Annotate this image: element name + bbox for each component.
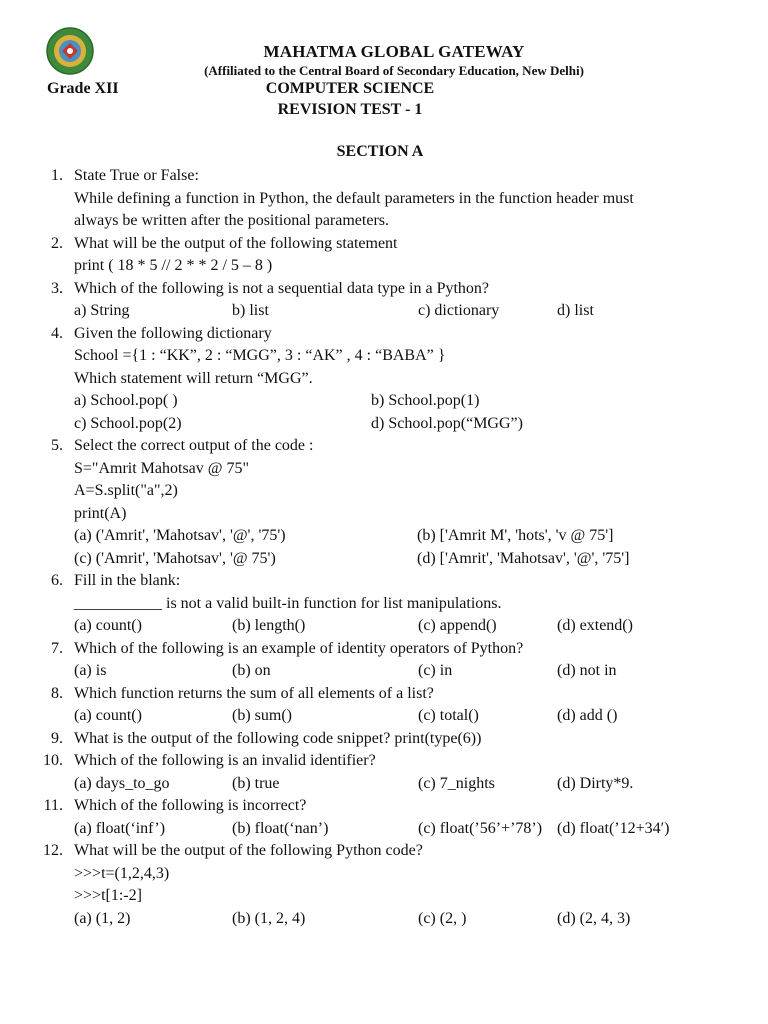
question-item (0, 683, 768, 728)
answer-option: (a) float(‘inf’) (74, 819, 166, 837)
question-number: 10. (43, 752, 63, 769)
question-item (0, 233, 768, 278)
question-text-line (0, 885, 768, 908)
question-text (0, 435, 768, 458)
section-title: SECTION A (336, 143, 424, 160)
question-line: Fill in the blank: (74, 572, 181, 589)
question-line: Which function returns the sum of all elements of a list? (74, 684, 434, 702)
question-item (0, 165, 768, 233)
question-item (0, 570, 768, 638)
question-text (0, 323, 768, 346)
answer-option: a) String (74, 302, 130, 319)
options-row (0, 300, 768, 323)
answer-option: (b) length() (232, 617, 306, 634)
question-item (0, 840, 768, 930)
question-line: A=S.split("a",2) (74, 482, 178, 499)
answer-option: (c) 7_nights (418, 774, 495, 792)
question-number: 5. (51, 437, 63, 454)
options-row (0, 413, 768, 436)
question-line: always be written after the positional parameters. (74, 212, 389, 229)
question-number: 9. (51, 729, 63, 747)
question-number: 12. (43, 842, 63, 859)
test-title: REVISION TEST - 1 (277, 101, 423, 118)
question-line: State True or False: (74, 167, 199, 184)
question-item (0, 278, 768, 323)
options-row (0, 818, 768, 841)
question-line: >>>t[1:-2] (74, 887, 142, 904)
answer-option: (a) days_to_go (74, 774, 170, 792)
answer-option: (a) is (74, 662, 107, 679)
options-row (0, 548, 768, 571)
question-line: Which of the following is an invalid identifier? (74, 752, 376, 769)
question-item (0, 795, 768, 840)
question-line: S="Amrit Mahotsav @ 75" (74, 459, 250, 477)
answer-option: (c) in (418, 662, 453, 679)
question-text (0, 278, 768, 301)
question-number: 7. (51, 639, 63, 657)
answer-option: (c) (2, ) (418, 909, 467, 927)
answer-option: (b) (1, 2, 4) (232, 909, 306, 927)
question-line: print ( 18 * 5 // 2 * * 2 / 5 – 8 ) (74, 257, 273, 274)
options-row (0, 525, 768, 548)
question-item (0, 750, 768, 795)
school-name: MAHATMA GLOBAL GATEWAY (263, 42, 525, 61)
answer-option: (b) sum() (232, 707, 292, 724)
question-text-line (0, 255, 768, 278)
question-text (0, 570, 768, 593)
answer-option: (b) on (232, 662, 271, 679)
answer-option: (c) total() (418, 707, 479, 724)
options-row (0, 705, 768, 728)
question-line: What is the output of the following code snippet? print(type(6)) (74, 729, 482, 747)
question-number: 11. (43, 797, 63, 814)
question-line: >>>t=(1,2,4,3) (74, 864, 170, 882)
question-number: 1. (51, 167, 63, 184)
question-line: Which of the following is incorrect? (74, 797, 307, 814)
answer-option: (d) Dirty*9. (557, 774, 634, 792)
grade-label: Grade XII (47, 80, 119, 97)
question-line: Which of the following is not a sequential data type in a Python? (74, 279, 490, 297)
answer-option: (d) extend() (557, 617, 633, 634)
question-text-line (0, 188, 768, 211)
question-text (0, 683, 768, 706)
options-row (0, 908, 768, 931)
answer-option: (c) ('Amrit', 'Mahotsav', '@ 75') (74, 549, 276, 567)
question-line: School ={1 : “KK”, 2 : “MGG”, 3 : “AK” , 4 : “BABA” } (74, 347, 446, 364)
answer-option: c) School.pop(2) (74, 414, 182, 432)
answer-option: (a) (1, 2) (74, 909, 131, 927)
question-text (0, 233, 768, 256)
answer-option: d) list (557, 302, 594, 319)
answer-option: (b) float(‘nan’) (232, 819, 329, 837)
answer-option: a) School.pop( ) (74, 392, 178, 409)
answer-option: (d) add () (557, 707, 618, 724)
options-row (0, 615, 768, 638)
options-row (0, 390, 768, 413)
question-number: 2. (51, 234, 63, 252)
answer-option: (c) append() (418, 617, 497, 634)
question-line: What will be the output of the following statement (74, 234, 398, 252)
question-line: Select the correct output of the code : (74, 437, 314, 454)
question-text-line (0, 863, 768, 886)
answer-option: (a) count() (74, 617, 142, 634)
question-text (0, 165, 768, 188)
affiliation-line: (Affiliated to the Central Board of Secondary Education, New Delhi) (204, 63, 584, 78)
question-text-line (0, 368, 768, 391)
answer-option: b) list (232, 302, 269, 319)
question-line: ___________ is not a valid built-in function for list manipulations. (74, 594, 502, 612)
subject-title: COMPUTER SCIENCE (265, 80, 435, 97)
answer-option: c) dictionary (418, 302, 500, 319)
answer-option: (d) not in (557, 662, 617, 679)
answer-option: (a) ('Amrit', 'Mahotsav', '@', '75') (74, 527, 286, 544)
question-item (0, 435, 768, 570)
options-row (0, 773, 768, 796)
question-line: print(A) (74, 504, 127, 522)
answer-option: (d) ['Amrit', 'Mahotsav', '@', '75'] (417, 549, 630, 567)
answer-option: (b) ['Amrit M', 'hots', 'v @ 75'] (417, 527, 614, 544)
question-number: 8. (51, 684, 63, 702)
question-number: 6. (51, 572, 63, 589)
question-text-line (0, 210, 768, 233)
question-number: 4. (51, 324, 63, 342)
question-text-line (0, 458, 768, 481)
question-text-line (0, 345, 768, 368)
question-text (0, 840, 768, 863)
question-text (0, 728, 768, 751)
question-line: What will be the output of the following Python code? (74, 842, 423, 859)
answer-option: b) School.pop(1) (371, 392, 480, 409)
question-item (0, 323, 768, 436)
question-text-line (0, 593, 768, 616)
options-row (0, 660, 768, 683)
question-text (0, 750, 768, 773)
answer-option: (d) (2, 4, 3) (557, 909, 631, 927)
question-text-line (0, 503, 768, 526)
question-number: 3. (51, 279, 63, 297)
question-list (0, 165, 768, 930)
answer-option: (c) float(’56’+’78’) (418, 819, 543, 837)
answer-option: (d) float(’12+34′) (557, 819, 670, 837)
question-text (0, 795, 768, 818)
question-line: While defining a function in Python, the default parameters in the function header must (74, 189, 634, 207)
question-line: Which statement will return “MGG”. (74, 369, 313, 387)
question-text-line (0, 480, 768, 503)
answer-option: (a) count() (74, 707, 142, 724)
answer-option: (b) true (232, 774, 280, 792)
question-line: Which of the following is an example of identity operators of Python? (74, 639, 524, 657)
question-line: Given the following dictionary (74, 324, 272, 342)
question-item (0, 728, 768, 751)
question-item (0, 638, 768, 683)
answer-option: d) School.pop(“MGG”) (371, 414, 523, 432)
question-text (0, 638, 768, 661)
